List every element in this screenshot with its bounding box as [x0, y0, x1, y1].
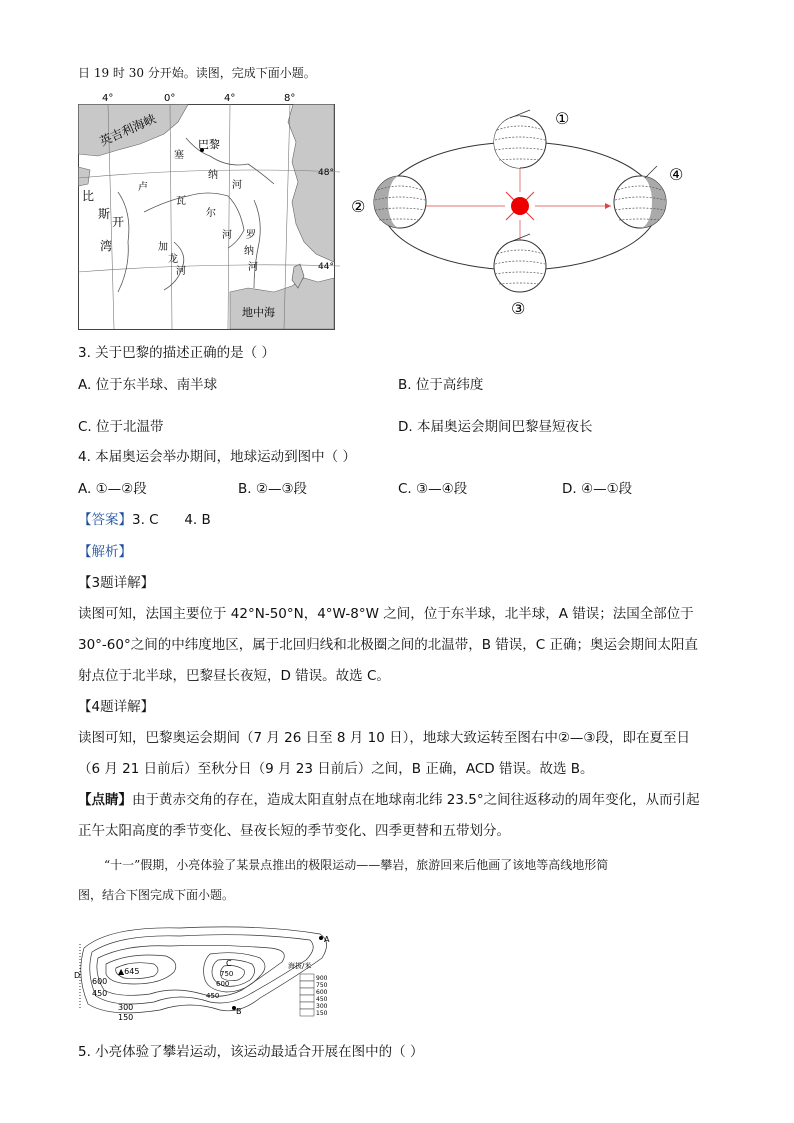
contour-point-d: D — [74, 971, 81, 980]
lon-label-0: 0° — [164, 93, 176, 104]
med-label: 地中海 — [242, 306, 275, 319]
legend-value-150: 150 — [316, 1010, 328, 1017]
contour-peak: ▲645 — [118, 967, 140, 976]
loire-label-1: 卢 — [138, 182, 148, 193]
intro2-line-2: 图，结合下图完成下面小题。 — [78, 888, 235, 902]
lon-label-8e: 8° — [284, 93, 296, 104]
lat-label-48: 48° — [318, 168, 334, 178]
orbit-label-4: ④ — [669, 165, 684, 184]
contour-label-600b: 600 — [216, 980, 230, 988]
contour-label-150: 150 — [118, 1013, 134, 1022]
seine-label-2: 纳 — [208, 170, 218, 181]
legend-value-900: 900 — [316, 975, 328, 982]
tip-tag: 【点睛】 — [78, 792, 132, 808]
loire-label-3: 尔 — [206, 208, 216, 219]
tip-line-2: 正午太阳高度的季节变化、昼夜长短的季节变化、四季更替和五带划分。 — [78, 823, 510, 839]
rhone-label-2: 纳 — [244, 246, 254, 257]
detail-4-line-2: （6 月 21 日前后）至秋分日（9 月 23 日前后）之间，B 正确，ACD 错误。故选 B。 — [78, 761, 594, 777]
sun-icon — [506, 192, 534, 220]
q5-stem: 5. 小亮体验了攀岩运动，该运动最适合开展在图中的（ ） — [78, 1044, 424, 1060]
q4-option-d: D. ④—①段 — [562, 481, 633, 497]
contour-label-300: 300 — [118, 1003, 134, 1012]
legend-title: 海拔/米 — [288, 962, 312, 970]
q4-option-b: B. ②—③段 — [238, 481, 308, 497]
channel-label: 英吉利海峡 — [97, 111, 159, 149]
contour-point-c: C — [226, 959, 232, 968]
contour-point-b: B — [236, 1007, 242, 1016]
biscay-label-1: 比 — [82, 189, 95, 203]
seine-label-1: 塞 — [174, 150, 184, 161]
detail-3-tag: 【3题详解】 — [78, 575, 155, 591]
legend-value-300: 300 — [316, 1003, 328, 1010]
garonne-label-3: 河 — [176, 266, 186, 277]
detail-3-line-1: 读图可知，法国主要位于 42°N-50°N，4°W-8°W 之间，位于东半球，北半球，A 错误；法国全部位于 — [78, 606, 694, 622]
earth-position-4-icon — [614, 166, 666, 228]
tip-text-1: 由于黄赤交角的存在，造成太阳直射点在地球南北纬 23.5°之间往返移动的周年变化，从而引起 — [132, 792, 700, 808]
detail-4-line-1: 读图可知，巴黎奥运会期间（7 月 26 日至 8 月 10 日），地球大致运转至图右中②—③段，即在夏至日 — [78, 730, 691, 746]
orbit-label-2: ② — [351, 197, 366, 216]
biscay-label-4: 湾 — [100, 239, 113, 253]
rhone-label-3: 河 — [248, 262, 258, 273]
q4-option-a: A. ①—②段 — [78, 481, 147, 497]
detail-3-line-2: 30°-60°之间的中纬度地区，属于北回归线和北极圈之间的北温带，B 错误，C 正确；奥运会期间太阳直 — [78, 637, 698, 653]
france-map — [78, 92, 340, 334]
q4-option-c: C. ③—④段 — [398, 481, 468, 497]
contour-point-a: A — [324, 935, 330, 944]
detail-4-tag: 【4题详解】 — [78, 699, 155, 715]
legend-value-450: 450 — [316, 996, 328, 1003]
lon-label-4e: 4° — [224, 93, 236, 104]
earth-position-1-icon — [494, 110, 546, 168]
earth-position-2-icon — [374, 176, 426, 228]
detail-3-line-3: 射点位于北半球，巴黎昼长夜短，D 错误。故选 C。 — [78, 668, 390, 684]
legend-value-750: 750 — [316, 982, 328, 989]
loire-label-4: 河 — [222, 230, 232, 241]
q3-option-b: B. 位于高纬度 — [398, 377, 484, 393]
paris-label: 巴黎 — [198, 138, 220, 151]
rhone-label-1: 罗 — [246, 230, 256, 241]
earth-position-3-icon — [494, 234, 546, 292]
q4-stem: 4. 本届奥运会举办期间，地球运动到图中（ ） — [78, 449, 356, 465]
answer-text: 3. C 4. B — [132, 512, 211, 528]
orbit-label-3: ③ — [511, 299, 526, 318]
lon-label-4w: 4° — [102, 93, 114, 104]
analysis-tag: 【解析】 — [78, 544, 132, 560]
garonne-label-2: 龙 — [168, 254, 178, 265]
q3-stem: 3. 关于巴黎的描述正确的是（ ） — [78, 345, 275, 361]
q3-option-a: A. 位于东半球、南半球 — [78, 377, 218, 393]
contour-label-450: 450 — [92, 989, 108, 998]
intro-line: 日 19 时 30 分开始。读图，完成下面小题。 — [78, 66, 316, 80]
legend-value-600: 600 — [316, 989, 328, 996]
lat-label-44: 44° — [318, 262, 334, 272]
contour-map — [70, 914, 340, 1026]
tip-line-1 — [78, 791, 700, 809]
intro2-line-1: “十一”假期，小亮体验了某景点推出的极限运动——攀岩，旅游回来后他画了该地等高线地形简 — [104, 858, 609, 872]
loire-label-2: 瓦 — [176, 196, 186, 207]
q3-option-d: D. 本届奥运会期间巴黎昼短夜长 — [398, 419, 593, 435]
q3-option-c: C. 位于北温带 — [78, 419, 164, 435]
earth-orbit-diagram — [345, 100, 695, 318]
answer-tag: 【答案】 — [78, 512, 132, 528]
biscay-label-3: 开 — [112, 215, 125, 229]
contour-label-450b: 450 — [206, 992, 220, 1000]
seine-label-3: 河 — [232, 180, 242, 191]
contour-label-600: 600 — [92, 977, 108, 986]
biscay-label-2: 斯 — [98, 207, 111, 221]
contour-label-750: 750 — [220, 970, 234, 978]
garonne-label-1: 加 — [158, 242, 168, 253]
answer-line — [78, 511, 211, 529]
orbit-label-1: ① — [555, 109, 570, 128]
elevation-legend — [300, 974, 314, 1016]
